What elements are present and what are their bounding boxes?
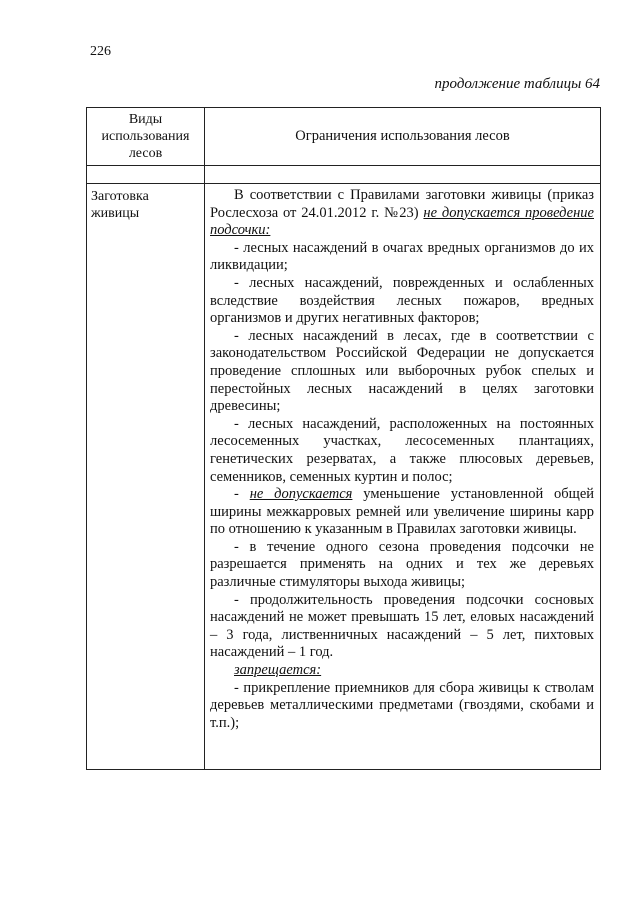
intro-text: В соответствии с Правилами заготовки живицы (приказ Рослесхоза от 24.01.2012 г. №23) — [210, 187, 594, 221]
restriction-item: - продолжительность проведения подсочки сосновых насаждений не может превышать 15 лет, еловых насаждений – 3 года, лиственничных насаждений – 5 лет, пихтовых насаждений – 1 год. — [210, 591, 594, 661]
restriction-item: - лесных насаждений, расположенных на постоянных лесосеменных участках, лесосеменных плантациях, генетических резерватах, а также плюсовых деревьев, семенников, семенных куртин и полос; — [210, 415, 594, 485]
intro-emphasis: не допускается проведение подсочки: — [210, 204, 594, 239]
header-usage-types-line: лесов — [128, 146, 163, 161]
header-usage-types — [87, 108, 205, 165]
forbidden-label: запрещается: — [234, 662, 322, 679]
table-header-row — [87, 108, 600, 166]
row-usage-type-line: живицы — [91, 206, 140, 221]
restriction-item: - лесных насаждений в лесах, где в соответствии с законодательством Российской Федерации не допускается проведение сплошных или выборочных рубок спелых и перестойных лесных насаждений в целях заготовки древесины; — [210, 327, 594, 415]
page-number: 226 — [90, 44, 111, 59]
row-usage-type — [87, 184, 205, 769]
restrictions-table — [86, 107, 601, 770]
row-restrictions — [205, 184, 600, 769]
item-dash: - — [234, 486, 239, 503]
restriction-item: - лесных насаждений в очагах вредных организмов до их ликвидации; — [210, 239, 594, 274]
item-emphasis: не допускается — [249, 486, 353, 503]
header-usage-types-line: использования — [101, 129, 190, 144]
intro-paragraph — [210, 187, 594, 240]
restriction-item: - лесных насаждений, поврежденных и ослабленных вследствие воздействия лесных пожаров, вредных организмов и других негативных факторов; — [210, 274, 594, 327]
row-usage-type-line: Заготовка — [91, 189, 149, 204]
forbidden-label-paragraph — [210, 662, 594, 680]
forbidden-item: - прикрепление приемников для сбора живицы к стволам деревьев металлическими предметами (гвоздями, скобами и т.п.); — [210, 679, 594, 731]
spacer-cell — [87, 165, 205, 183]
table-continuation-caption: продолжение таблицы 64 — [434, 76, 600, 92]
item-text: уменьшение установленной общей ширины межкарровых ремней или увеличение ширины карр по отношению к указанным в Правилах заготовки живицы. — [210, 486, 595, 538]
header-usage-types-line: Виды — [128, 112, 163, 127]
restriction-item — [210, 486, 594, 539]
restriction-item: - в течение одного сезона проведения подсочки не разрешается применять на одних и тех же деревьях различные стимуляторы выхода живицы; — [210, 538, 594, 591]
table-spacer-row — [87, 165, 600, 184]
header-restrictions: Ограничения использования лесов — [295, 128, 510, 144]
